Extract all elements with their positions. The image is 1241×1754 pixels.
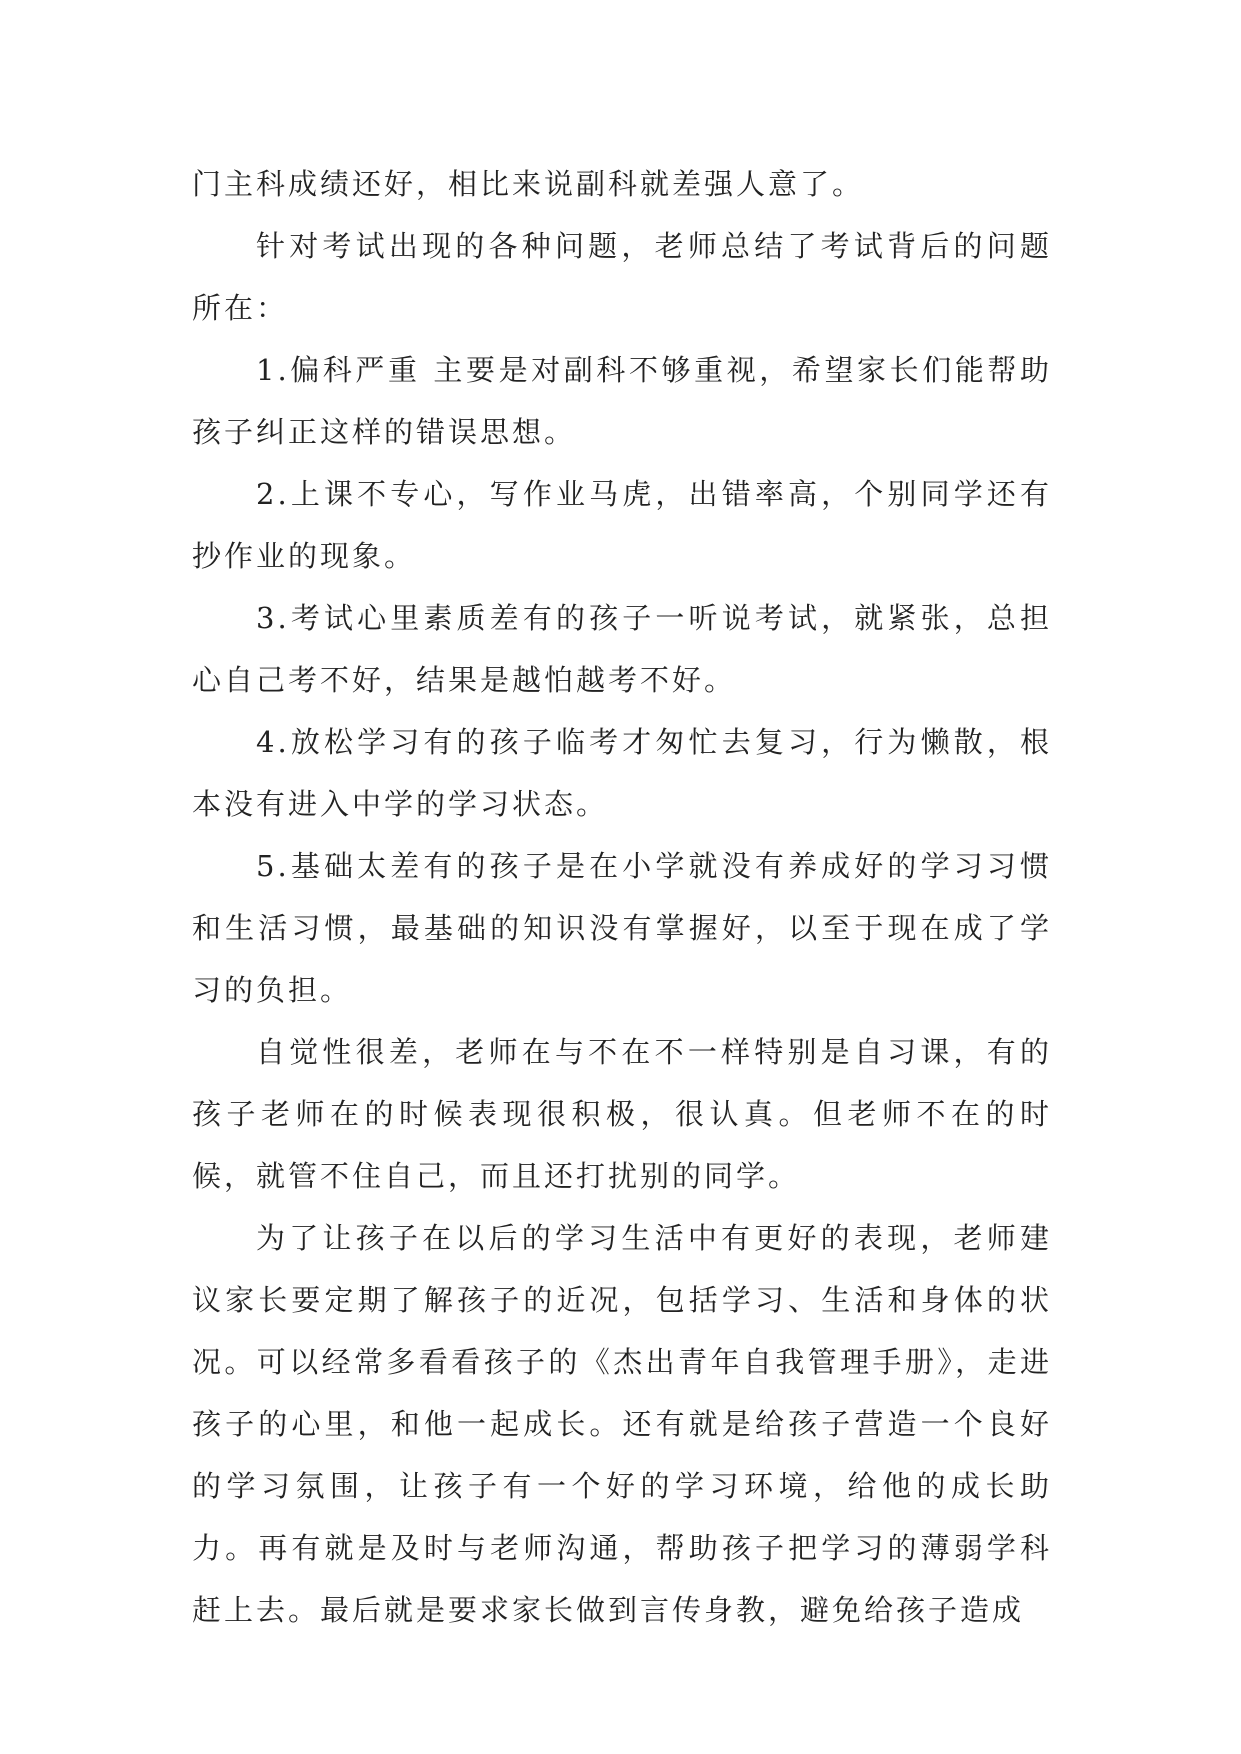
- list-item-1: 1.偏科严重 主要是对副科不够重视，希望家长们能帮助孩子纠正这样的错误思想。: [192, 353, 1052, 449]
- list-item-3: 3.考试心里素质差有的孩子一听说考试，就紧张，总担心自己考不好，结果是越怕越考不好。: [192, 601, 1052, 697]
- list-item-5: 5.基础太差有的孩子是在小学就没有养成好的学习习惯和生活习惯，最基础的知识没有掌握好，以至于现在成了学习的负担。: [192, 849, 1052, 1007]
- document-body: [192, 153, 1052, 1641]
- list-item-4: 4.放松学习有的孩子临考才匆忙去复习，行为懒散，根本没有进入中学的学习状态。: [192, 725, 1052, 821]
- paragraph-advice: 为了让孩子在以后的学习生活中有更好的表现，老师建议家长要定期了解孩子的近况，包括学习、生活和身体的状况。可以经常多看看孩子的《杰出青年自我管理手册》，走进孩子的心里，和他一起成长。还有就是给孩子营造一个良好的学习氛围，让孩子有一个好的学习环境，给他的成长助力。再有就是及时与老师沟通，帮助孩子把学习的薄弱学科赶上去。最后就是要求家长做到言传身教，避免给孩子造成: [192, 1221, 1052, 1627]
- paragraph-continuation: 门主科成绩还好，相比来说副科就差强人意了。: [192, 167, 865, 201]
- paragraph-intro: 针对考试出现的各种问题，老师总结了考试背后的问题所在：: [192, 229, 1052, 325]
- list-item-2: 2.上课不专心，写作业马虎，出错率高，个别同学还有抄作业的现象。: [192, 477, 1052, 573]
- paragraph-self-discipline: 自觉性很差，老师在与不在不一样特别是自习课，有的孩子老师在的时候表现很积极，很认真。但老师不在的时候，就管不住自己，而且还打扰别的同学。: [192, 1035, 1052, 1193]
